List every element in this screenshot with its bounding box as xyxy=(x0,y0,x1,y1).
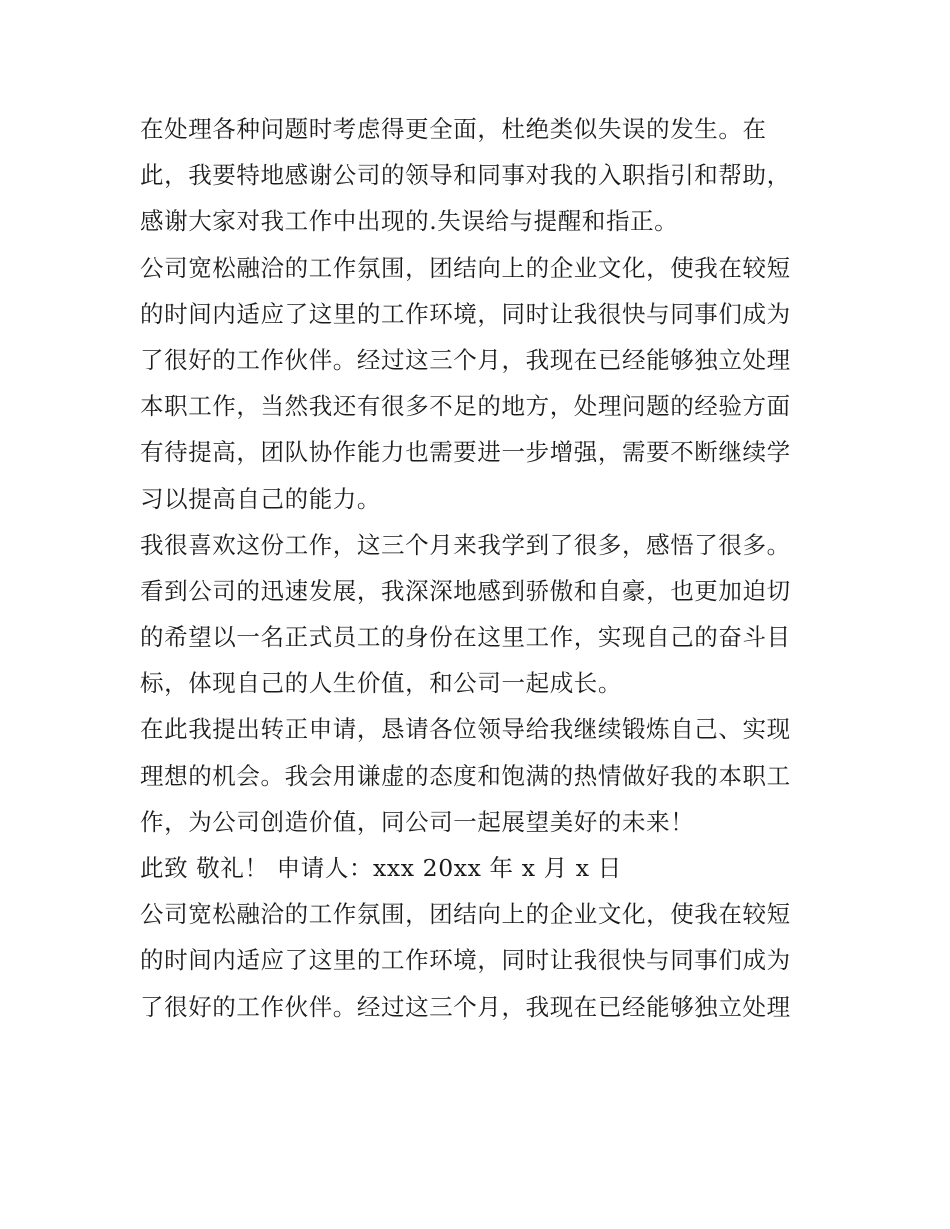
text-line: 有待提高，团队协作能力也需要进一步增强，需要不断继续学 xyxy=(140,438,791,467)
text-line: 感谢大家对我工作中出现的.失误给与提醒和指正。 xyxy=(140,207,679,236)
text-line: 了很好的工作伙伴。经过这三个月，我现在已经能够独立处理 xyxy=(140,345,791,374)
text-line: 本职工作，当然我还有很多不足的地方，处理问题的经验方面 xyxy=(140,392,791,421)
signature-line: 此致 敬礼！ 申请人：xxx 20xx 年 x 月 x 日 xyxy=(140,854,622,882)
text-line: 公司宽松融洽的工作氛围，团结向上的企业文化，使我在较短 xyxy=(140,900,791,929)
text-line: 理想的机会。我会用谦虚的态度和饱满的热情做好我的本职工 xyxy=(140,761,791,790)
text-line: 公司宽松融洽的工作氛围，团结向上的企业文化，使我在较短 xyxy=(140,253,791,282)
text-line: 标，体现自己的人生价值，和公司一起成长。 xyxy=(140,669,622,698)
text-line: 的时间内适应了这里的工作环境，同时让我很快与同事们成为 xyxy=(140,299,791,328)
text-line: 的希望以一名正式员工的身份在这里工作，实现自己的奋斗目 xyxy=(140,623,791,652)
text-line: 我很喜欢这份工作，这三个月来我学到了很多，感悟了很多。 xyxy=(140,530,791,559)
text-line: 看到公司的迅速发展，我深深地感到骄傲和自豪，也更加迫切 xyxy=(140,576,791,605)
text-line: 的时间内适应了这里的工作环境，同时让我很快与同事们成为 xyxy=(140,946,791,975)
text-line: 了很好的工作伙伴。经过这三个月，我现在已经能够独立处理 xyxy=(140,992,791,1021)
text-line: 在此我提出转正申请，恳请各位领导给我继续锻炼自己、实现 xyxy=(140,715,791,744)
text-line: 作，为公司创造价值，同公司一起展望美好的未来！ xyxy=(140,807,695,836)
body-text xyxy=(140,106,820,1030)
text-line: 习以提高自己的能力。 xyxy=(140,484,381,513)
text-line: 此，我要特地感谢公司的领导和同事对我的入职指引和帮助， xyxy=(140,161,791,190)
text-line: 在处理各种问题时考虑得更全面，杜绝类似失误的发生。在 xyxy=(140,115,767,143)
